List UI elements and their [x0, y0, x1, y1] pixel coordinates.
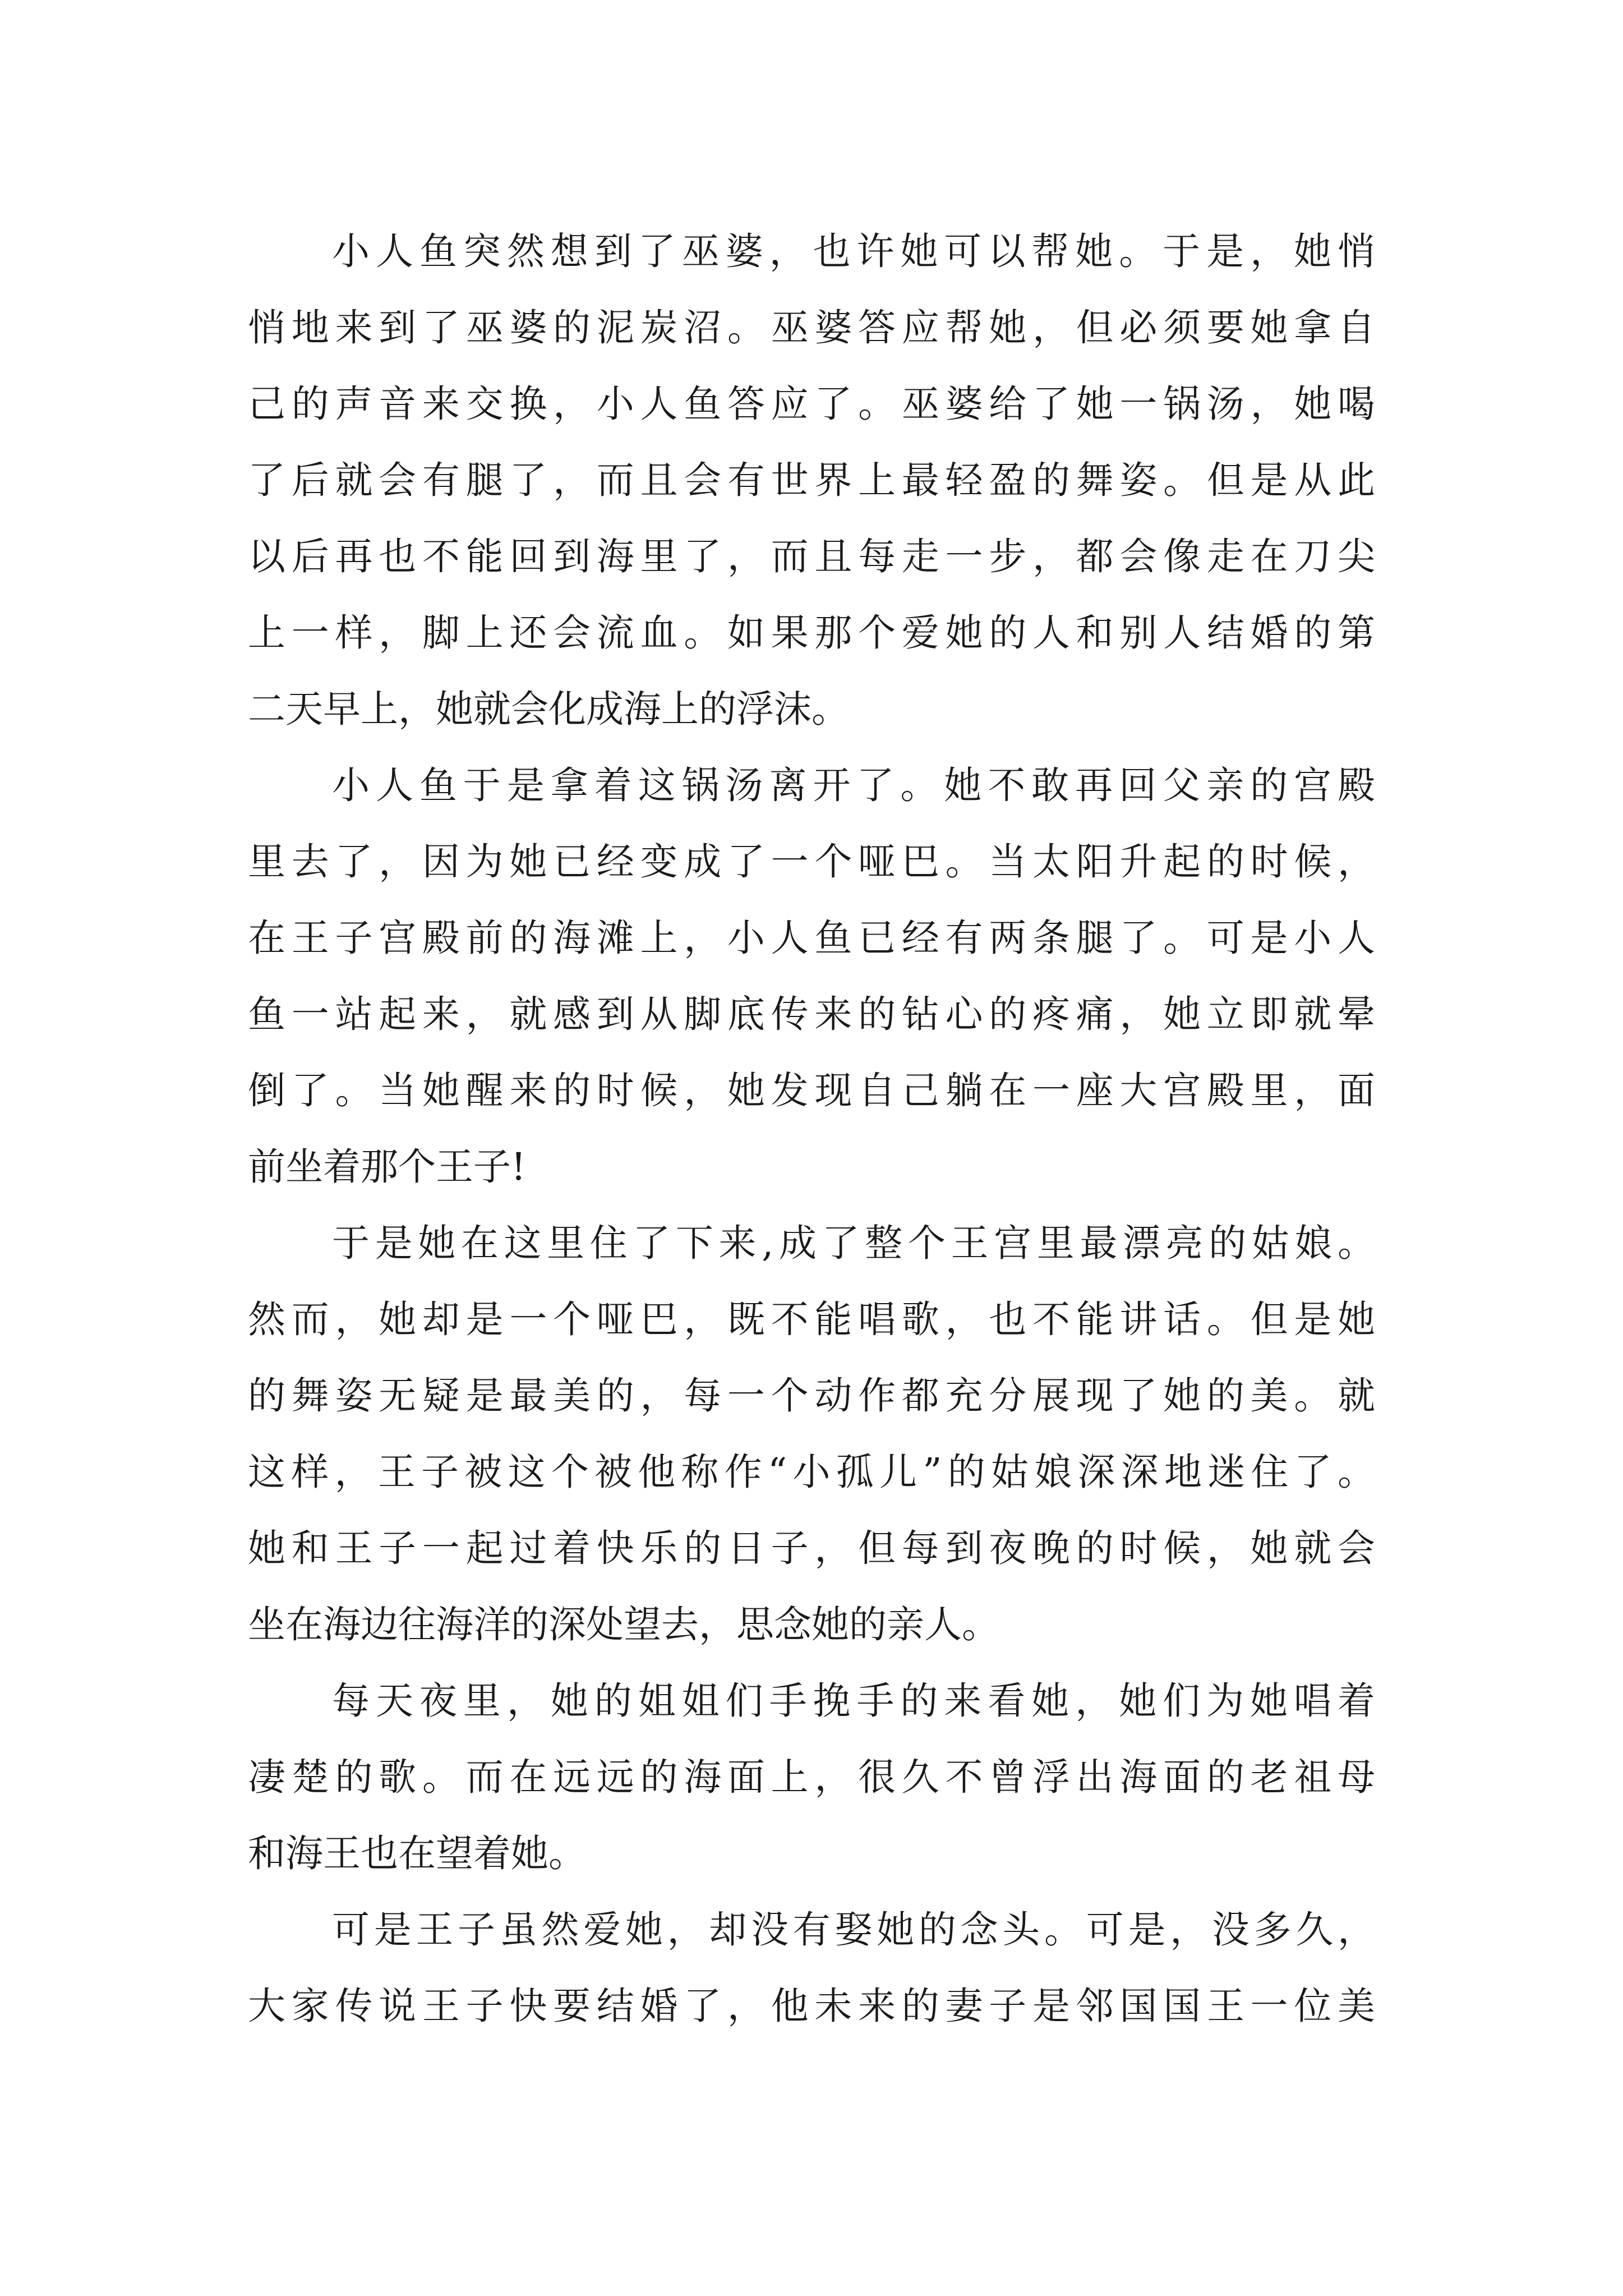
text-line: 小人鱼突然想到了巫婆，也许她可以帮她。于是，她悄: [332, 229, 1375, 273]
text-line: 倒了。当她醒来的时候，她发现自己躺在一座大宫殿里，面: [248, 1069, 1375, 1112]
text-line: 可是王子虽然爱她，却没有娶她的念头。可是，没多久，: [332, 1908, 1375, 1952]
text-line: 上一样，脚上还会流血。如果那个爱她的人和别人结婚的第: [248, 611, 1375, 655]
text-line: 前坐着那个王子!: [248, 1145, 526, 1189]
text-line: 坐在海边往海洋的深处望去，思念她的亲人。: [248, 1603, 999, 1646]
text-line: 小人鱼于是拿着这锅汤离开了。她不敢再回父亲的宫殿: [332, 763, 1375, 807]
text-line: 她和王子一起过着快乐的日子，但每到夜晚的时候，她就会: [248, 1526, 1375, 1570]
text-line: 每天夜里，她的姐姐们手挽手的来看她，她们为她唱着: [332, 1679, 1375, 1723]
text-line: 凄楚的歌。而在远远的海面上，很久不曾浮出海面的老祖母: [248, 1755, 1375, 1799]
text-line: 里去了，因为她已经变成了一个哑巴。当太阳升起的时候，: [248, 840, 1375, 884]
text-line: 这样，王子被这个被他称作“小孤儿”的姑娘深深地迷住了。: [248, 1450, 1375, 1494]
text-line: 鱼一站起来，就感到从脚底传来的钻心的疼痛，她立即就晕: [248, 992, 1375, 1036]
text-line: 以后再也不能回到海里了，而且每走一步，都会像走在刀尖: [248, 535, 1375, 578]
text-line: 大家传说王子快要结婚了，他未来的妻子是邻国国王一位美: [248, 1984, 1375, 2028]
text-line: 和海王也在望着她。: [248, 1832, 586, 1875]
text-line: 于是她在这里住了下来,成了整个王宫里最漂亮的姑娘。: [332, 1221, 1375, 1265]
text-line: 了后就会有腿了，而且会有世界上最轻盈的舞姿。但是从此: [248, 458, 1375, 502]
body-text: [248, 213, 1375, 2044]
text-line: 悄地来到了巫婆的泥炭沼。巫婆答应帮她，但必须要她拿自: [248, 306, 1375, 349]
text-line: 己的声音来交换，小人鱼答应了。巫婆给了她一锅汤，她喝: [248, 382, 1375, 426]
text-line: 在王子宫殿前的海滩上，小人鱼已经有两条腿了。可是小人: [248, 916, 1375, 960]
text-line: 然而，她却是一个哑巴，既不能唱歌，也不能讲话。但是她: [248, 1297, 1375, 1341]
text-line: 二天早上，她就会化成海上的浮沫。: [248, 687, 849, 731]
text-line: 的舞姿无疑是最美的，每一个动作都充分展现了她的美。就: [248, 1374, 1375, 1418]
